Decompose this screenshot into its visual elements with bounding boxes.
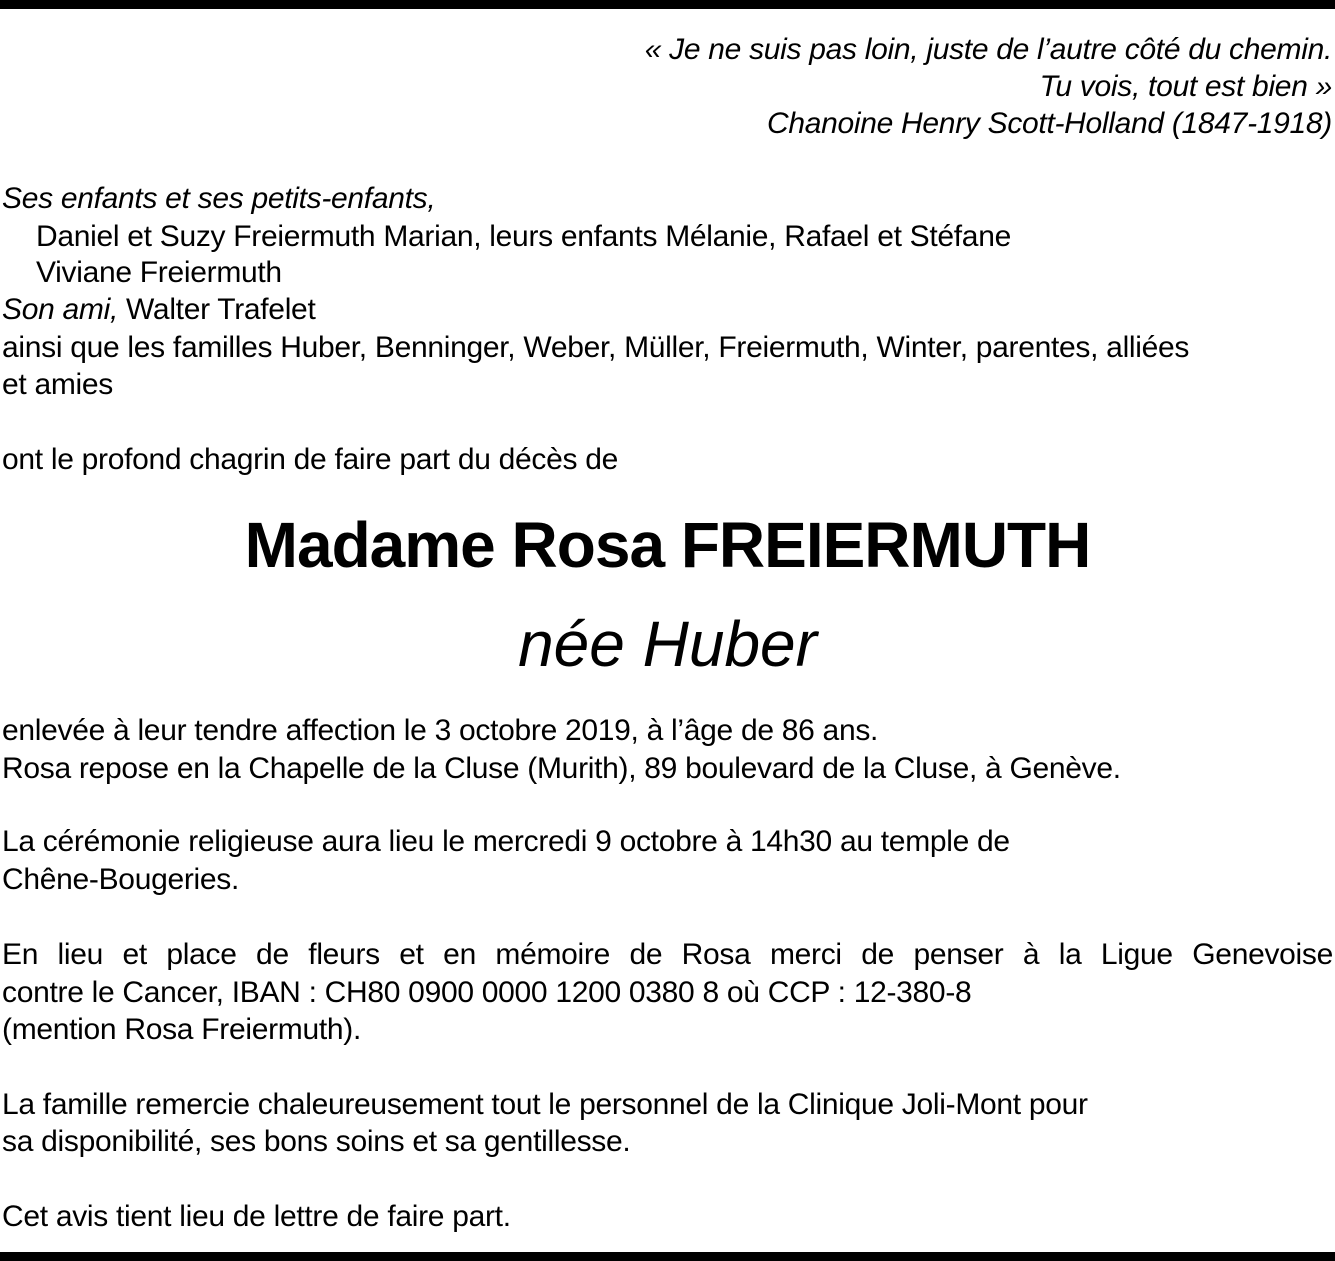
friend-line (2, 292, 315, 328)
child-family-2: Viviane Freiermuth (36, 256, 282, 289)
ceremony-line-1: La cérémonie religieuse aura lieu le mercredi 9 octobre à 14h30 au temple de (2, 825, 1010, 858)
donation-line-2: contre le Cancer, IBAN : CH80 0900 0000 1200 0380 8 où CCP : 12-380-8 (2, 976, 972, 1009)
rest-line: Rosa repose en la Chapelle de la Cluse (Murith), 89 boulevard de la Cluse, à Genève. (2, 752, 1121, 785)
families-line-1: ainsi que les familles Huber, Benninger, Weber, Müller, Freiermuth, Winter, parentes, alliées (2, 331, 1190, 364)
thanks-line-2: sa disponibilité, ses bons soins et sa gentillesse. (2, 1125, 631, 1158)
friend-name: Walter Trafelet (118, 293, 316, 326)
donation-line-3: (mention Rosa Freiermuth). (2, 1013, 361, 1046)
closing-line: Cet avis tient lieu de lettre de faire part. (2, 1200, 511, 1233)
death-line: enlevée à leur tendre affection le 3 octobre 2019, à l’âge de 86 ans. (2, 714, 879, 747)
bottom-rule (0, 1252, 1335, 1261)
donation-line-1: En lieu et place de fleurs et en mémoire de Rosa merci de penser à la Ligue Genevoise (2, 938, 1333, 971)
quote-author: Chanoine Henry Scott-Holland (1847-1918) (766, 107, 1332, 140)
thanks-line-1: La famille remercie chaleureusement tout le personnel de la Clinique Joli-Mont pour (2, 1088, 1088, 1121)
announcement: ont le profond chagrin de faire part du décès de (2, 443, 619, 476)
child-family-1: Daniel et Suzy Freiermuth Marian, leurs enfants Mélanie, Rafael et Stéfane (36, 220, 1011, 253)
deceased-name: Madame Rosa FREIERMUTH (244, 509, 1091, 581)
top-rule (0, 0, 1335, 9)
friend-label: Son ami, (2, 293, 118, 326)
children-heading: Ses enfants et ses petits-enfants, (2, 182, 436, 215)
ceremony-line-2: Chêne-Bougeries. (2, 863, 240, 896)
quote-line-1: « Je ne suis pas loin, juste de l’autre côté du chemin. (644, 33, 1332, 66)
quote-line-2: Tu vois, tout est bien » (1039, 70, 1332, 103)
deceased-maiden-name: née Huber (518, 608, 817, 680)
families-line-2: et amies (2, 368, 113, 401)
